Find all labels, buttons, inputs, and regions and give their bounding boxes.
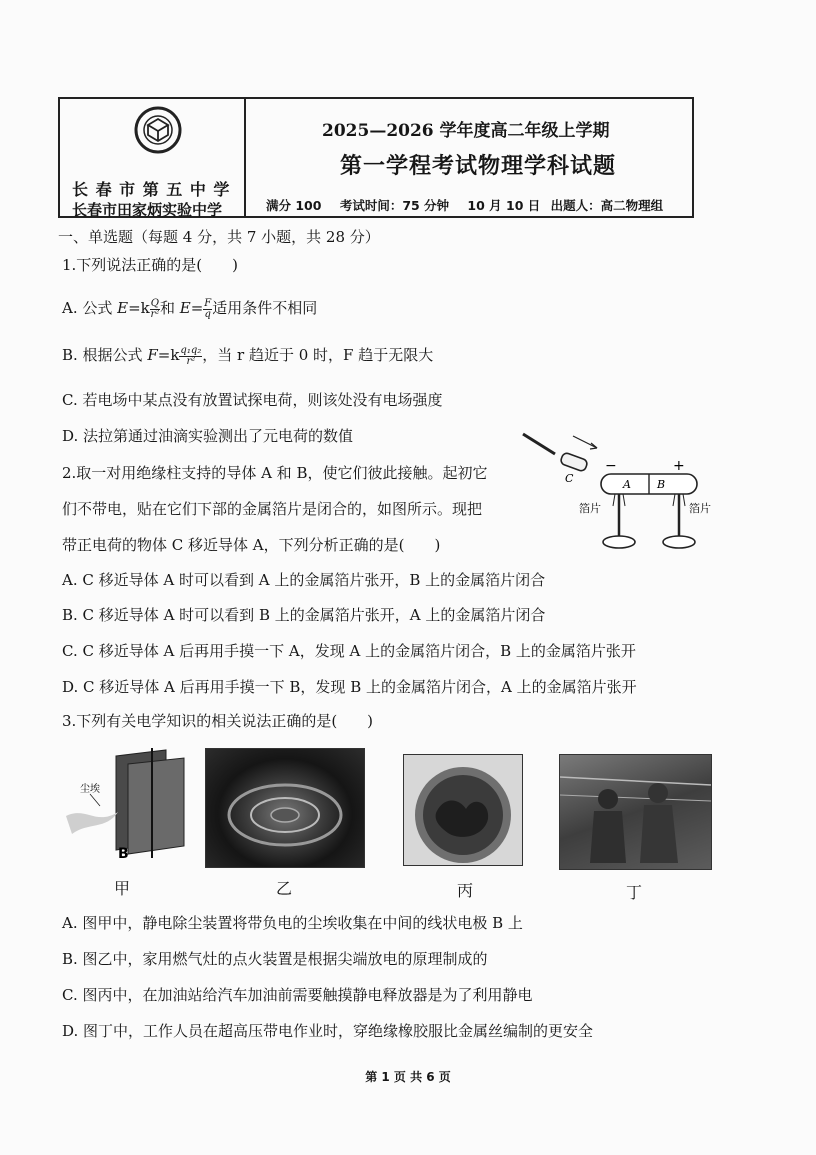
page-footer: 第 1 页 共 6 页 xyxy=(365,1070,451,1084)
q1-stem: 1.下列说法正确的是( ) xyxy=(62,256,239,274)
q1-b-frac-num: q₁q₂ xyxy=(180,344,202,356)
foil-label-left: 箔片 xyxy=(579,502,601,515)
q1-a-fraction1 xyxy=(150,299,160,320)
caption-bing: 丙 xyxy=(457,881,474,900)
gas-stove-ring-icon xyxy=(206,749,364,867)
q3-option-c: C. 图丙中，在加油站给汽车加油前需要触摸静电释放器是为了利用静电 xyxy=(62,986,533,1004)
q3-option-d: D. 图丁中，工作人员在超高压带电作业时，穿绝缘橡胶服比金属丝编制的更安全 xyxy=(62,1022,594,1040)
q1-a-suffix: 适用条件不相同 xyxy=(212,299,318,317)
motion-arrow-icon xyxy=(573,436,597,448)
dust-cloud xyxy=(66,812,118,834)
label-a: A xyxy=(623,478,631,491)
q1-a-symbol-e2: E xyxy=(179,299,191,317)
section-heading: 一、单选题（每题 4 分，共 7 小题，共 28 分） xyxy=(58,228,380,246)
q2-stem-line1: 2.取一对用绝缘柱支持的导体 A 和 B，使它们彼此接触。起初它 xyxy=(62,464,488,482)
plus-sign: + xyxy=(673,458,685,474)
foil-label-right: 箔片 xyxy=(689,502,711,515)
q3-option-a: A. 图甲中，静电除尘装置将带负电的尘埃收集在中间的线状电极 B 上 xyxy=(62,914,523,932)
q1-option-a xyxy=(62,298,317,320)
caption-ding: 丁 xyxy=(626,883,643,902)
school-name-1: 长 春 市 第 五 中 学 xyxy=(72,180,231,199)
discharger-pad-icon xyxy=(404,755,522,865)
figure-bing-discharger xyxy=(403,754,523,866)
q2-option-c: C. C 移近导体 A 后再用手摸一下 A，发现 A 上的金属箔片闭合，B 上的金属箔片张开 xyxy=(62,642,636,660)
q1-a-symbol-e1: E xyxy=(117,299,129,317)
q2-stem-line2: 们不带电，贴在它们下部的金属箔片是闭合的，如图所示。现把 xyxy=(62,500,483,518)
caption-jia: 甲 xyxy=(114,879,131,898)
dust-label: 尘埃 xyxy=(80,784,100,795)
exam-header xyxy=(58,97,694,218)
label-b: B xyxy=(657,478,666,491)
charged-object-c xyxy=(560,452,589,472)
electrode-b-label: B xyxy=(118,846,129,862)
base-right xyxy=(663,536,695,548)
q1-a-frac1-den: r² xyxy=(150,308,160,320)
q1-a-eq2: = xyxy=(190,299,204,317)
school-name-2: 长春市田家炳实验中学 xyxy=(72,201,223,219)
q1-a-prefix: A. 公式 xyxy=(62,299,118,317)
q1-option-b xyxy=(62,345,433,367)
q1-a-fraction2 xyxy=(203,299,212,320)
q2-option-b: B. C 移近导体 A 时可以看到 B 上的金属箔片张开，A 上的金属箔片闭合 xyxy=(62,606,546,624)
base-left xyxy=(603,536,635,548)
figure-yi-gas-stove xyxy=(205,748,365,868)
exam-author: 出题人：高二物理组 xyxy=(550,198,664,213)
q1-option-d: D. 法拉第通过油滴实验测出了元电荷的数值 xyxy=(62,427,354,445)
q1-b-suffix: ，当 r 趋近于 0 时，F 趋于无限大 xyxy=(202,346,434,364)
q1-a-frac1-num: Q xyxy=(150,297,159,309)
q1-b-frac-den: r² xyxy=(186,355,196,367)
exam-term-title: 2025—2026 学年度高二年级上学期 xyxy=(322,121,610,141)
insulating-handle xyxy=(523,434,555,454)
q1-a-eq1: =k xyxy=(128,299,150,317)
figure-ding-hv-workers xyxy=(559,754,712,870)
q1-a-frac2-num: F xyxy=(204,297,212,309)
q1-b-symbol-f: F xyxy=(147,346,158,364)
minus-sign: − xyxy=(605,458,617,474)
q3-option-b: B. 图乙中，家用燃气灶的点火装置是根据尖端放电的原理制成的 xyxy=(62,950,488,968)
label-c: C xyxy=(565,472,574,485)
q1-b-fraction xyxy=(179,346,202,367)
full-score: 满分 100 xyxy=(266,198,322,213)
header-divider xyxy=(244,99,246,216)
collector-plate-front xyxy=(128,758,184,854)
q1-a-and: 和 xyxy=(159,299,180,317)
q1-b-prefix: B. 根据公式 xyxy=(62,346,148,364)
q2-option-d: D. C 移近导体 A 后再用手摸一下 B，发现 B 上的金属箔片闭合，A 上的金属箔片张开 xyxy=(62,678,637,696)
q2-stem-line3: 带正电荷的物体 C 移近导体 A，下列分析正确的是( ) xyxy=(62,536,441,554)
exam-subject-title: 第一学程考试物理学科试题 xyxy=(340,153,617,179)
q1-a-frac2-den: q xyxy=(204,308,211,320)
q2-conductor-diagram xyxy=(515,426,725,556)
exam-date: 10 月 10 日 xyxy=(467,198,541,213)
q1-b-eq: =k xyxy=(157,346,180,364)
school-seal-icon xyxy=(134,105,182,155)
dust-pointer xyxy=(90,794,100,806)
exam-meta xyxy=(266,196,677,214)
caption-yi: 乙 xyxy=(276,879,293,898)
q1-option-c: C. 若电场中某点没有放置试探电荷，则该处没有电场强度 xyxy=(62,391,443,409)
exam-time: 考试时间：75 分钟 xyxy=(339,198,450,213)
hv-workers-icon xyxy=(560,755,711,869)
figure-jia-precipitator xyxy=(66,746,194,866)
q2-option-a: A. C 移近导体 A 时可以看到 A 上的金属箔片张开，B 上的金属箔片闭合 xyxy=(62,571,546,589)
q3-stem: 3.下列有关电学知识的相关说法正确的是( ) xyxy=(62,712,374,730)
